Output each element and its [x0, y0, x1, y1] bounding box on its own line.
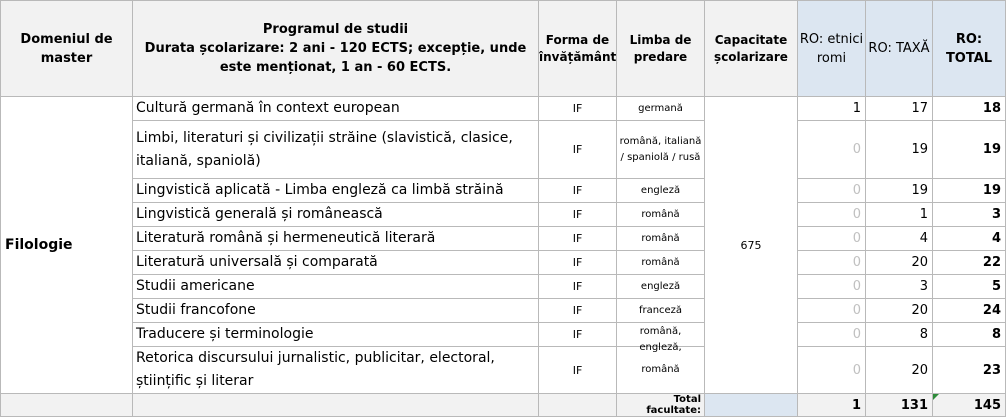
forma-cell: IF — [539, 97, 617, 121]
forma-cell: IF — [539, 121, 617, 179]
forma-cell: IF — [539, 275, 617, 299]
domain-cell: Filologie — [1, 97, 133, 394]
footer-taxa: 131 — [866, 394, 933, 417]
etnici-cell: 0 — [798, 251, 866, 275]
total-cell: 19 — [933, 179, 1006, 203]
forma-cell: IF — [539, 179, 617, 203]
table-row — [1, 323, 1006, 347]
limba-cell: română, italiană / spaniolă / rusă — [617, 121, 705, 179]
program-cell: Studii francofone — [133, 299, 539, 323]
limba-cell: engleză — [617, 275, 705, 299]
footer-capacity — [705, 394, 798, 417]
forma-cell: IF — [539, 203, 617, 227]
forma-cell: IF — [539, 227, 617, 251]
taxa-cell: 19 — [866, 179, 933, 203]
total-cell: 8 — [933, 323, 1006, 347]
header-program-title: Programul de studii — [262, 22, 409, 37]
limba-cell: română — [617, 227, 705, 251]
header-program-subtitle: Durata școlarizare: 2 ani - 120 ECTS; excepție, unde este menționat, 1 an - 60 ECTS. — [144, 41, 527, 75]
taxa-cell: 19 — [866, 121, 933, 179]
etnici-cell: 0 — [798, 275, 866, 299]
etnici-cell: 0 — [798, 227, 866, 251]
header-forma: Forma de învățământ — [539, 1, 617, 97]
footer-row — [1, 394, 1006, 417]
taxa-cell: 8 — [866, 323, 933, 347]
etnici-cell: 0 — [798, 121, 866, 179]
header-ro-taxa: RO: TAXĂ — [866, 1, 933, 97]
limba-cell: română — [617, 251, 705, 275]
taxa-cell: 20 — [866, 251, 933, 275]
header-row — [1, 1, 1006, 97]
taxa-cell: 1 — [866, 203, 933, 227]
table-row — [1, 179, 1006, 203]
etnici-cell: 0 — [798, 179, 866, 203]
total-cell: 4 — [933, 227, 1006, 251]
limba-cell: română — [617, 347, 705, 394]
header-capacitate: Capacitate școlarizare — [705, 1, 798, 97]
program-cell: Literatură română și hermeneutică literară — [133, 227, 539, 251]
header-program — [133, 1, 539, 97]
program-cell: Cultură germană în context european — [133, 97, 539, 121]
footer-blank — [1, 394, 133, 417]
total-cell: 23 — [933, 347, 1006, 394]
limba-cell: engleză — [617, 179, 705, 203]
program-cell: Lingvistică generală și românească — [133, 203, 539, 227]
etnici-cell: 0 — [798, 323, 866, 347]
limba-cell — [617, 323, 705, 353]
table-row — [1, 251, 1006, 275]
taxa-cell: 20 — [866, 347, 933, 394]
total-cell: 19 — [933, 121, 1006, 179]
forma-cell: IF — [539, 347, 617, 394]
etnici-cell: 0 — [798, 203, 866, 227]
footer-blank — [539, 394, 617, 417]
table-row — [1, 227, 1006, 251]
etnici-cell: 1 — [798, 97, 866, 121]
table-row — [1, 97, 1006, 121]
total-cell: 5 — [933, 275, 1006, 299]
limba-cell: franceză — [617, 299, 705, 323]
total-cell: 24 — [933, 299, 1006, 323]
table-row — [1, 347, 1006, 394]
taxa-cell: 3 — [866, 275, 933, 299]
limba-text: română, engleză, — [639, 325, 682, 353]
program-cell: Lingvistică aplicată - Limba engleză ca limbă străină — [133, 179, 539, 203]
total-cell: 22 — [933, 251, 1006, 275]
etnici-cell: 0 — [798, 347, 866, 394]
footer-label: Total facultate: — [617, 394, 705, 417]
table-row — [1, 275, 1006, 299]
etnici-cell: 0 — [798, 299, 866, 323]
header-limba: Limba de predare — [617, 1, 705, 97]
program-cell: Retorica discursului jurnalistic, publicitar, electoral, științific și literar — [133, 347, 539, 394]
table-row — [1, 203, 1006, 227]
forma-cell: IF — [539, 299, 617, 323]
header-domain: Domeniul de master — [1, 1, 133, 97]
taxa-cell: 17 — [866, 97, 933, 121]
limba-cell: română — [617, 203, 705, 227]
header-ro-total: RO: TOTAL — [933, 1, 1006, 97]
table-row — [1, 121, 1006, 179]
forma-cell: IF — [539, 251, 617, 275]
header-ro-etnici: RO: etnici romi — [798, 1, 866, 97]
footer-total: 145 — [933, 394, 1006, 417]
total-cell: 3 — [933, 203, 1006, 227]
footer-blank — [133, 394, 539, 417]
table-row — [1, 299, 1006, 323]
taxa-cell: 20 — [866, 299, 933, 323]
program-cell: Literatură universală și comparată — [133, 251, 539, 275]
program-cell: Limbi, literaturi și civilizații străine (slavistică, clasice, italiană, spaniolă) — [133, 121, 539, 179]
program-cell: Studii americane — [133, 275, 539, 299]
capacity-cell: 675 — [705, 97, 798, 394]
limba-cell: germană — [617, 97, 705, 121]
footer-etnici: 1 — [798, 394, 866, 417]
total-cell: 18 — [933, 97, 1006, 121]
taxa-cell: 4 — [866, 227, 933, 251]
program-cell: Traducere și terminologie — [133, 323, 539, 347]
forma-cell: IF — [539, 323, 617, 347]
